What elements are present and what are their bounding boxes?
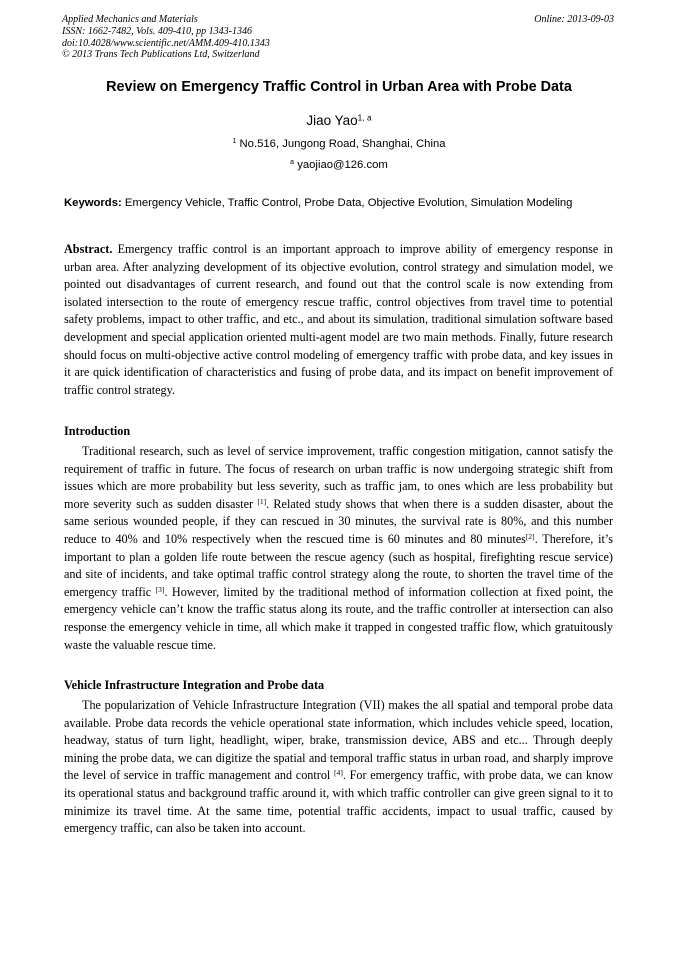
intro-text-4: . However, limited by the traditional method of information collection at fixed point, the emergency vehicle can’t know the traffic status along its route, and the traffic controller at intersection can also response the emergency vehicle in time, all which make it trapped in congested traffic flow, which gratuitously waste the valuable rescue time. <box>64 584 613 652</box>
intro-text-3: . Therefore, it’s important to plan a golden life route between the rescue agency (such as hospital, firefighting rescue service) and site of incidents, and take optimal traffic control strategy along the route, to shorten the travel time of the emergency traffic <box>64 531 614 599</box>
vii-paragraph <box>64 697 613 838</box>
email-line <box>40 159 638 171</box>
intro-text-1: Traditional research, such as level of service improvement, traffic congestion mitigation, cannot satisfy the requirement of traffic in future. The focus of research on urban traffic is now undergoing strategic shift from issues which are more probability but less severity, such as traffic jam, to ones which are less probability but more severity such as sudden disaster <box>64 444 613 511</box>
citation-1: [1] <box>257 496 267 506</box>
abstract-text: Emergency traffic control is an important approach to improve ability of emergency response in urban area. After analyzing development of its objective evolution, control strategy and simulation model, we pointed out disadvantages of current research, and found out that the control scale is now extending from isolated intersection to the route of emergency rescue traffic, control objectives from travel time to potential safety problems, impact to other traffic, and etc., and about its simulation, traditional simulation software based development and special application oriented multi-agent model are two main methods. Finally, future research should focus on multi-objective active control modeling of emergency traffic with probe data, and key issues in it are quick identification of characteristics and fusing of probe data, and its impact on benefit improvement of traffic control strategy. <box>64 242 613 397</box>
journal-header <box>62 14 462 61</box>
affiliation-text: No.516, Jungong Road, Shanghai, China <box>239 138 446 150</box>
abstract-block <box>64 241 613 399</box>
abstract-label: Abstract. <box>64 242 113 256</box>
introduction-paragraph <box>64 443 613 654</box>
citation-4: [4] <box>334 768 343 778</box>
keywords-block <box>64 196 613 211</box>
author-name: Jiao Yao <box>306 113 358 128</box>
vii-text-1: The popularization of Vehicle Infrastructure Integration (VII) makes the all spatial and temporal probe data available. Probe data records the vehicle operational state information, which includes vehicle speed, location, headway, status of turn light, headlight, wiper, brake, transmission device, ABS and etc... Through deeply mining the probe data, we can digitize the spatial and temporal traffic status in urban road, and sharply improve the level of service in traffic management and control <box>64 698 613 783</box>
paper-title: Review on Emergency Traffic Control in Urban Area with Probe Data <box>106 79 572 95</box>
affiliation-superscript: 1 <box>232 138 237 146</box>
citation-2: [2] <box>525 531 535 541</box>
copyright-line: © 2013 Trans Tech Publications Ltd, Switzerland <box>62 49 260 61</box>
vii-text-2: . For emergency traffic, with probe data, we can know its operational status and background traffic around it, with which traffic controller can give green signal to it to minimize its travel time. At the same time, potential traffic accidents, impact to usual traffic, caused by emergency traffic, can also be taken into account. <box>64 768 613 836</box>
introduction-heading: Introduction <box>64 424 131 438</box>
doi-line: doi:10.4028/www.scientific.net/AMM.409-410.1343 <box>62 37 270 49</box>
vii-heading: Vehicle Infrastructure Integration and Probe data <box>64 678 325 692</box>
email-address: yaojiao@126.com <box>297 159 388 171</box>
issn-line: ISSN: 1662-7482, Vols. 409-410, pp 1343-1346 <box>62 25 252 37</box>
citation-3: [3] <box>155 584 165 594</box>
affiliation-line <box>40 138 638 150</box>
keywords-text: Emergency Vehicle, Traffic Control, Probe Data, Objective Evolution, Simulation Modeling <box>124 197 573 209</box>
email-superscript: a <box>290 159 295 167</box>
online-date: Online: 2013-09-03 <box>534 14 614 25</box>
author-line <box>40 113 638 128</box>
intro-text-2: . Related study shows that when there is a sudden disaster, about the same serious wounded people, if they can rescued in 30 minutes, the survival rate is 80%, and this number reduce to 40% and 10% respectively when the rescued time is 60 minutes and 80 minutes <box>64 496 613 546</box>
author-superscript: 1, a <box>357 112 372 123</box>
journal-name: Applied Mechanics and Materials <box>62 14 198 25</box>
keywords-label: Keywords: <box>64 197 122 209</box>
